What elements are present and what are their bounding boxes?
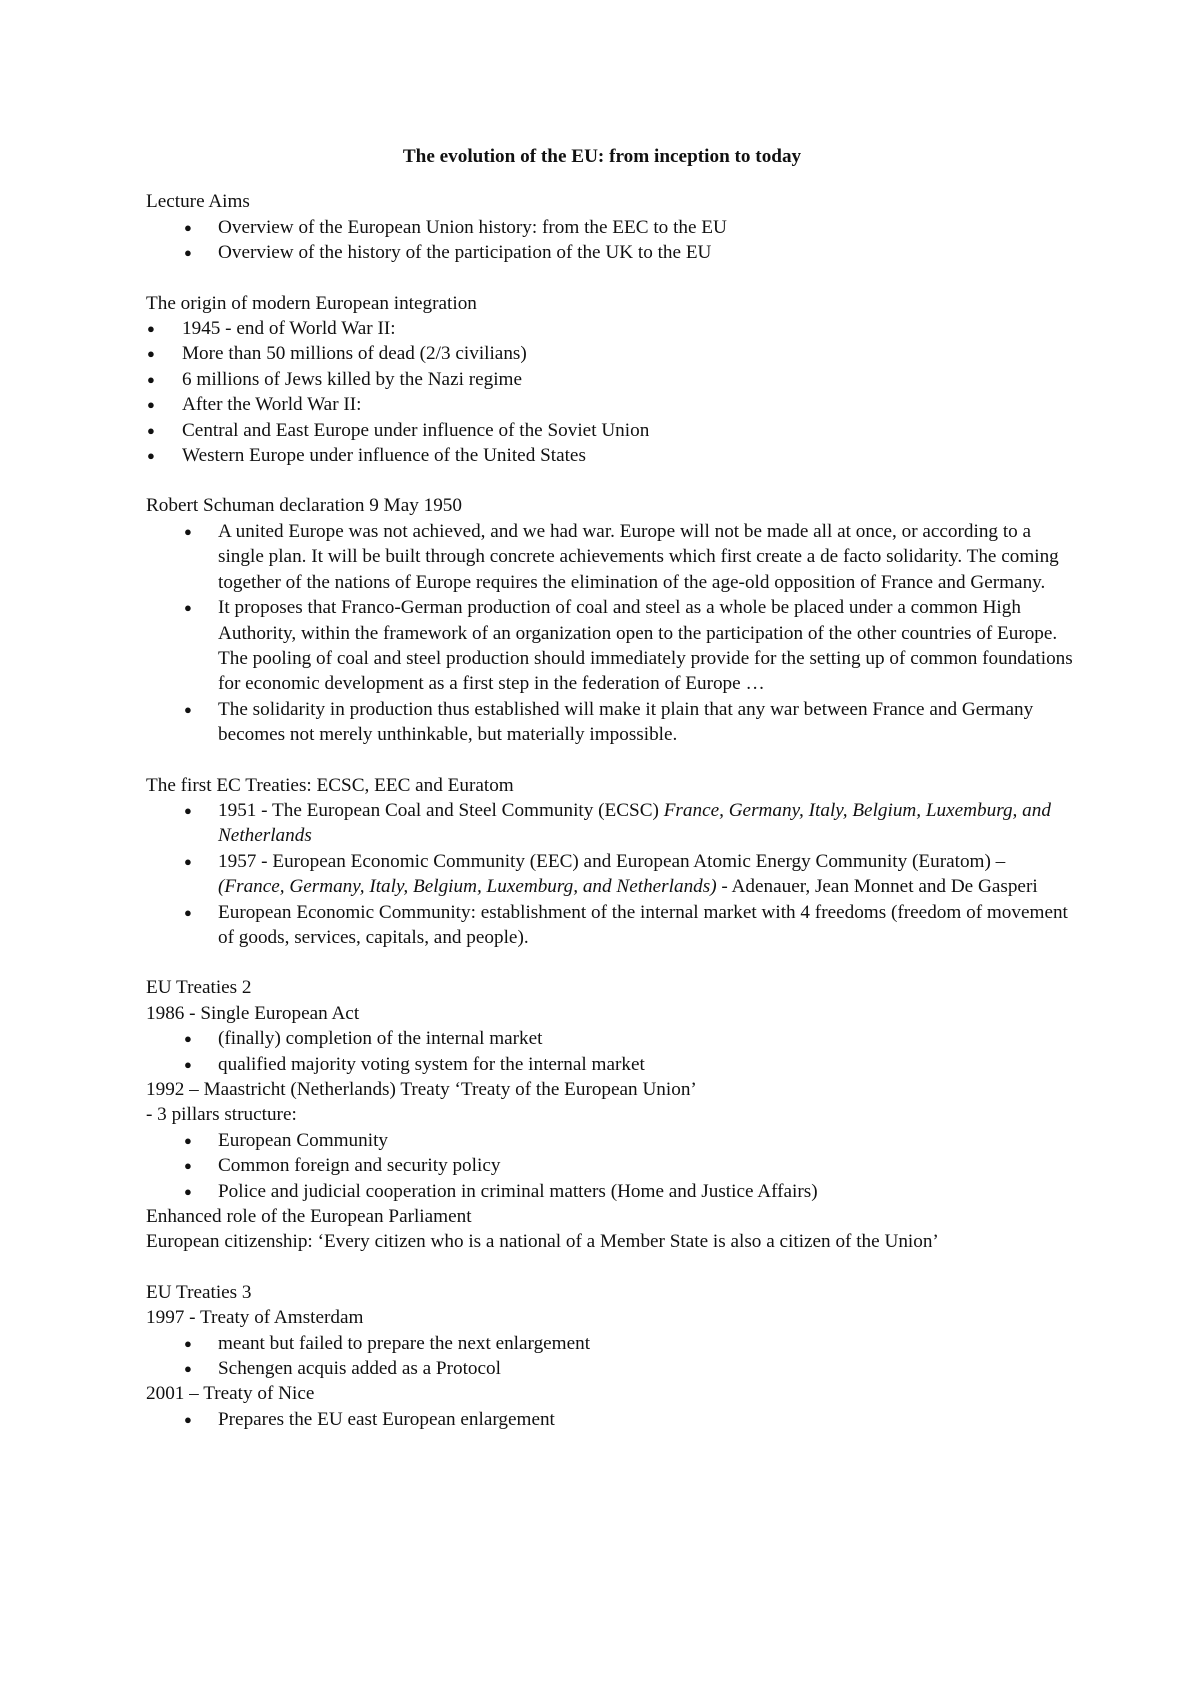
list-item [146,1331,1076,1356]
list-item-text: Prepares the EU east European enlargement [218,1408,555,1430]
section-lecture-aims [146,189,1076,265]
section-origin [146,291,1076,469]
member-states-italic: (France, Germany, Italy, Belgium, Luxemburg, and Netherlands) [218,876,717,898]
list-item [146,1356,1076,1381]
bullet-icon: ● [184,853,192,869]
list-item [146,1128,1076,1153]
list-item [146,849,1076,900]
list-item-text: 1951 - The European Coal and Steel Community (ECSC) [218,799,664,821]
bullet-list [146,316,1076,468]
bullet-icon: ● [147,422,155,438]
bullet-list [146,1407,1076,1432]
list-item [146,1052,1076,1077]
bullet-icon: ● [147,321,155,337]
bullet-icon: ● [184,523,192,539]
list-item-text: 1945 - end of World War II: [182,318,396,340]
bullet-list [146,519,1076,748]
list-item-text: Schengen acquis added as a Protocol [218,1358,501,1380]
list-item-text: qualified majority voting system for the internal market [218,1053,645,1075]
list-item-text: Police and judicial cooperation in criminal matters (Home and Justice Affairs) [218,1180,818,1202]
list-item-text: More than 50 millions of dead (2/3 civilians) [182,343,527,365]
bullet-icon: ● [184,802,192,818]
list-item-text: A united Europe was not achieved, and we had war. Europe will not be made all at once, or according to a single plan. It will be built through concrete achievements which first create a de facto solidarity. The coming together of the nations of Europe requires the elimination of the age-old opposition of France and Germany. [218,520,1059,593]
list-item-text: European Community [218,1129,388,1151]
bullet-icon: ● [147,448,155,464]
section-eu-treaties-2 [146,975,1076,1254]
bullet-icon: ● [147,397,155,413]
list-item-text: Overview of the history of the participation of the UK to the EU [218,242,712,264]
document-title: The evolution of the EU: from inception to today [402,146,802,167]
list-item-text: The solidarity in production thus established will make it plain that any war between France and Germany becomes not merely unthinkable, but materially impossible. [218,698,1034,746]
bullet-icon: ● [184,1361,192,1377]
bullet-icon: ● [184,1411,192,1427]
list-item-text-after: - Adenauer, Jean Monnet and De Gasperi [716,876,1038,898]
maastricht-line: 1992 – Maastricht (Netherlands) Treaty ‘Treaty of the European Union’ [146,1079,697,1100]
list-item [146,316,1076,341]
list-item-text: 6 millions of Jews killed by the Nazi regime [182,368,522,390]
bullet-icon: ● [184,245,192,261]
list-item [146,341,1076,366]
section-heading: EU Treaties 3 [146,1281,252,1303]
list-item [146,443,1076,468]
list-item [146,519,1076,595]
section-heading: The origin of modern European integration [146,292,477,314]
bullet-icon: ● [184,904,192,920]
citizenship-line: European citizenship: ‘Every citizen who is a national of a Member State is also a citizen of the Union’ [146,1231,939,1253]
member-states-italic: France, Germany, Italy, Belgium, Luxemburg, and Netherlands [218,799,1051,847]
list-item [146,1179,1076,1204]
list-item [146,595,1076,697]
list-item-text: After the World War II: [182,394,362,416]
section-heading: Lecture Aims [146,191,250,213]
list-item [146,798,1076,849]
list-item-text: 1957 - European Economic Community (EEC) and European Atomic Energy Community (Euratom) – [218,850,1006,872]
list-item-text: (finally) completion of the internal market [218,1028,543,1050]
section-heading: EU Treaties 2 [146,977,252,999]
amsterdam-line: 1997 - Treaty of Amsterdam [146,1307,364,1329]
bullet-list [146,1026,1076,1077]
bullet-list [146,215,1076,266]
list-item-text: European Economic Community: establishment of the internal market with 4 freedoms (freedom of movement of goods, services, capitals, and people). [218,901,1068,948]
bullet-icon: ● [184,701,192,717]
list-item-text: Overview of the European Union history: from the EEC to the EU [218,216,727,238]
bullet-icon: ● [184,600,192,616]
section-heading: The first EC Treaties: ECSC, EEC and Euratom [146,774,514,796]
bullet-list [146,1331,1076,1382]
list-item [146,367,1076,392]
section-first-ec-treaties [146,773,1076,951]
bullet-icon: ● [184,1183,192,1199]
bullet-icon: ● [147,346,155,362]
parliament-line: Enhanced role of the European Parliament [146,1206,472,1228]
list-item [146,1153,1076,1178]
pillars-line: - 3 pillars structure: [146,1104,297,1126]
bullet-icon: ● [147,371,155,387]
list-item [146,1407,1076,1432]
section-eu-treaties-3 [146,1280,1076,1432]
list-item [146,392,1076,417]
section-schuman-declaration [146,493,1076,747]
bullet-icon: ● [184,1158,192,1174]
list-item [146,215,1076,240]
list-item [146,900,1076,951]
section-heading: Robert Schuman declaration 9 May 1950 [146,495,462,517]
list-item [146,1026,1076,1051]
bullet-icon: ● [184,1335,192,1351]
nice-line: 2001 – Treaty of Nice [146,1383,315,1405]
list-item [146,418,1076,443]
list-item-text: Central and East Europe under influence of the Soviet Union [182,419,650,441]
list-item-text: meant but failed to prepare the next enlargement [218,1332,591,1354]
bullet-list [146,798,1076,950]
single-european-act-line: 1986 - Single European Act [146,1002,360,1024]
list-item-text: Western Europe under influence of the United States [182,445,586,467]
bullet-icon: ● [184,1056,192,1072]
bullet-list [146,1128,1076,1204]
list-item [146,240,1076,265]
list-item-text: It proposes that Franco-German production of coal and steel as a whole be placed under a common High Authority, within the framework of an organization open to the participation of the other countries of Europe. The pooling of coal and steel production should immediately provide for the setting up of common foundations for economic development as a first step in the federation of Europe … [218,597,1073,695]
list-item [146,697,1076,748]
document-page [146,144,1076,1457]
list-item-text: Common foreign and security policy [218,1155,501,1177]
bullet-icon: ● [184,219,192,235]
bullet-icon: ● [184,1031,192,1047]
bullet-icon: ● [184,1132,192,1148]
